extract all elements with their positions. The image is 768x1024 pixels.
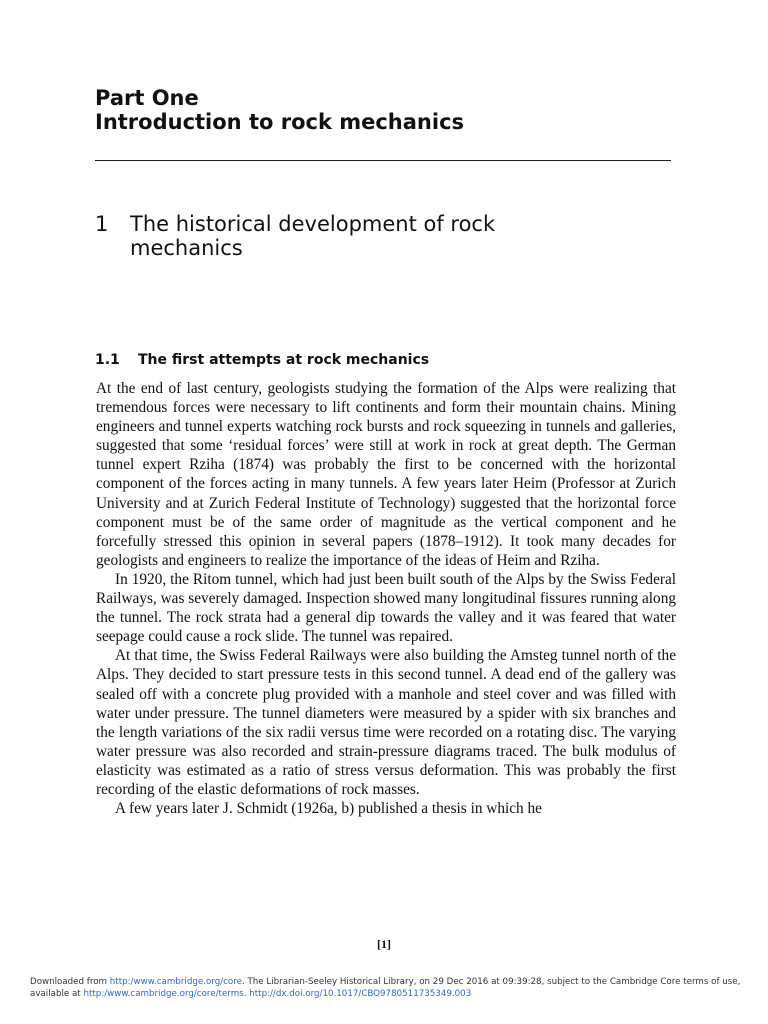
paragraph: In 1920, the Ritom tunnel, which had just been built south of the Alps by the Swiss Federal Railways, was severely damaged. Inspection showed many longitudinal fissures running along the tunnel. The rock strata had a general dip towards the valley and it was feared that water seepage could cause a rock slide. The tunnel was repaired. [96,570,676,646]
part-label: Part One [95,86,199,110]
cambridge-core-link[interactable]: http:/www.cambridge.org/core [109,977,242,987]
section-title: The first attempts at rock mechanics [138,352,430,368]
part-heading [95,86,464,134]
section-number: 1.1 [95,352,120,368]
paragraph: A few years later J. Schmidt (1926a, b) published a thesis in which he [115,800,542,818]
chapter-number: 1 [95,212,109,236]
paragraph: At that time, the Swiss Federal Railways were also building the Amsteg tunnel north of the Alps. They decided to start pressure tests in this second tunnel. A dead end of the gallery was sealed off with a concrete plug provided with a manhole and steel cover and was filled with water under pressure. The tunnel diameters were measured by a spider with six branches and the length variations of the six radii versus time were recorded on a rotating disc. The varying water pressure was also recorded and strain-pressure diagrams traced. The bulk modulus of elasticity was estimated as a ratio of stress versus deformation. This was probably the first recording of the elastic deformations of rock masses. [96,647,676,798]
divider-rule [95,160,671,161]
paragraph: At the end of last century, geologists studying the formation of the Alps were realizing that tremendous forces were necessary to lift continents and form their mountain chains. Mining engineers and tunnel experts watching rock bursts and rock squeezing in tunnels and galleries, suggested that some ‘residual forces’ were still at work in rock at great depth. The German tunnel expert Rziha (1874) was probably the first to be concerned with the horizontal component of the forces acting in many tunnels. A few years later Heim (Professor at Zurich University and at Zurich Federal Institute of Technology) suggested that the horizontal force component must be of the same order of magnitude as the vertical component and he forcefully stressed this opinion in several papers (1878–1912). It took many decades for geologists and engineers to realize the importance of the ideas of Heim and Rziha. [96,380,676,569]
download-footer [30,976,760,1000]
body-text [96,379,676,818]
terms-link[interactable]: http:/www.cambridge.org/core/terms [83,989,244,999]
footer-text: . [243,989,250,999]
footer-text: . The Librarian-Seeley Historical Library, on 29 Dec 2016 at 09:39:28, subject to the Cambridge Core terms of use, available at [30,977,741,999]
page-number: [1] [377,937,391,951]
footer-text: Downloaded from [30,977,110,987]
doi-link[interactable]: http://dx.doi.org/10.1017/CBO9780511735349.003 [249,989,472,999]
section-heading [95,352,429,368]
chapter-title: The historical development of rock mechanics [130,212,496,260]
part-title: Introduction to rock mechanics [95,110,465,134]
